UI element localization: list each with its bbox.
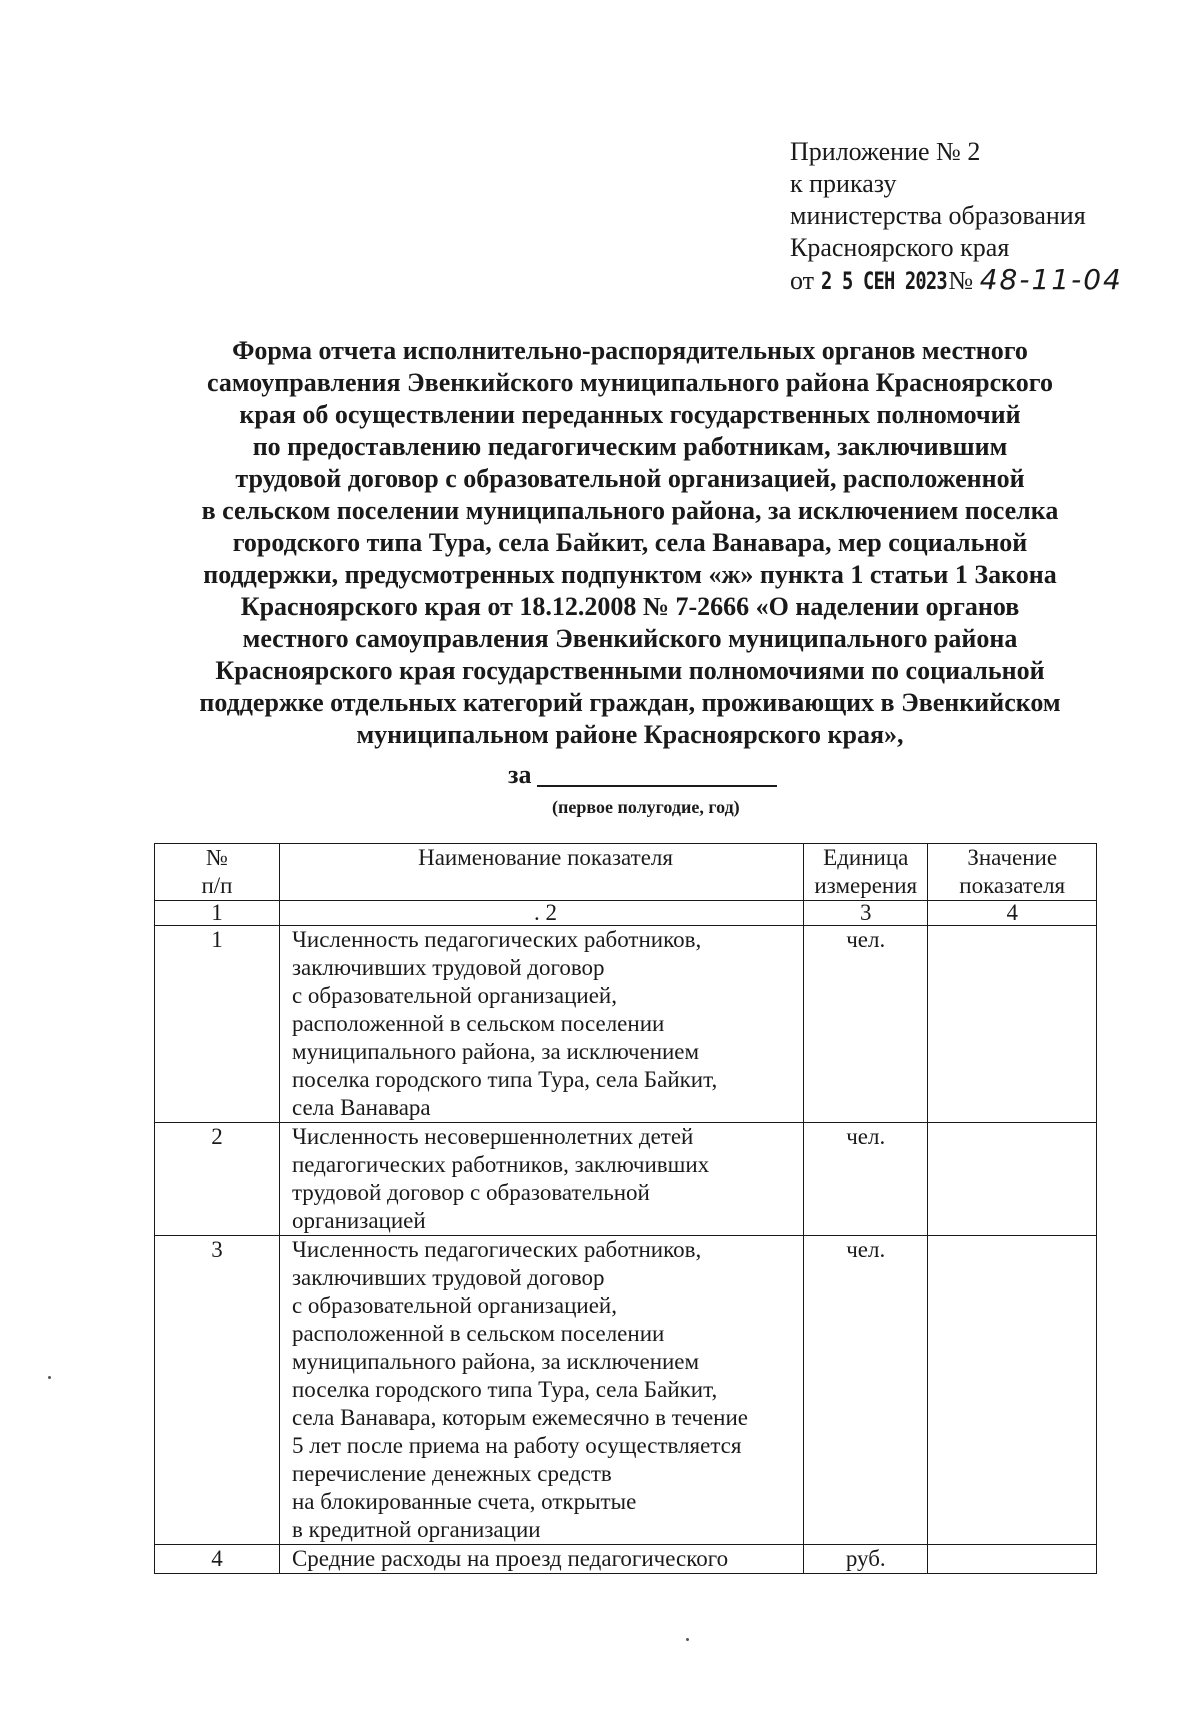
unit-of-measure: чел.: [804, 1123, 928, 1236]
indicator-name-line: Численность несовершеннолетних детей: [291, 1124, 694, 1149]
date-stamp: 2 5 СЕН 2023: [820, 267, 947, 295]
indicator-name-line: организацией: [291, 1208, 426, 1233]
header-number: [155, 844, 280, 901]
indicator-name-line: муниципального района, за исключением: [291, 1039, 700, 1064]
indicator-name-line: поселка городского типа Тура, села Байкит,: [291, 1377, 718, 1402]
indicator-name-line: расположенной в сельском поселении: [291, 1321, 665, 1346]
table-row: [155, 1545, 1097, 1574]
title-line: местного самоуправления Эвенкийского муниципального района: [242, 624, 1018, 653]
header-value: [928, 844, 1097, 901]
indicator-name-line: заключивших трудовой договор: [291, 1265, 605, 1290]
title-line: трудовой договор с образовательной организацией, расположенной: [235, 464, 1025, 493]
title-line: Красноярского края от 18.12.2008 № 7-2666 «О наделении органов: [240, 592, 1020, 621]
indicator-name-line: Численность педагогических работников,: [291, 927, 702, 952]
indicator-name-line: педагогических работников, заключивших: [291, 1152, 710, 1177]
indicator-name-line: муниципального района, за исключением: [291, 1349, 700, 1374]
indicator-name-line: в кредитной организации: [291, 1517, 541, 1542]
indicator-name: [279, 1123, 803, 1236]
title-line: Форма отчета исполнительно-распорядительных органов местного: [232, 336, 1028, 365]
scan-speck: [686, 1638, 689, 1641]
unit-of-measure: чел.: [804, 1236, 928, 1545]
handwritten-number: 48-11-04: [979, 263, 1123, 296]
indicator-name-line: Средние расходы на проезд педагогического: [291, 1546, 729, 1571]
title-line: в сельском поселении муниципального района, за исключением поселка: [201, 496, 1059, 525]
unit-of-measure: руб.: [804, 1545, 928, 1574]
indicator-name: [279, 1545, 803, 1574]
row-number: 1: [155, 926, 280, 1123]
appendix-ministry: министерства образования: [790, 201, 1086, 230]
indicator-value-cell[interactable]: [928, 1123, 1097, 1236]
row-number: 2: [155, 1123, 280, 1236]
title-line: края об осуществлении переданных государственных полномочий: [239, 400, 1021, 429]
table-row: [155, 1236, 1097, 1545]
title-line: муниципальном районе Красноярского края»,: [356, 720, 904, 749]
row-number: 3: [155, 1236, 280, 1545]
indicator-name-line: перечисление денежных средств: [291, 1461, 612, 1486]
report-period: [508, 760, 777, 790]
period-hint: (первое полугодие, год): [552, 797, 740, 817]
title-line: поддержке отдельных категорий граждан, проживающих в Эвенкийском: [199, 688, 1061, 717]
indicator-name: [279, 926, 803, 1123]
header-number-line1: №: [206, 845, 228, 870]
indicator-name-line: трудовой договор с образовательной: [291, 1180, 650, 1205]
indicator-name: [279, 1236, 803, 1545]
indicator-name-line: с образовательной организацией,: [291, 983, 617, 1008]
indicator-name-line: на блокированные счета, открытые: [291, 1489, 637, 1514]
table-row: [155, 1123, 1097, 1236]
appendix-block: [790, 136, 1170, 297]
number-prefix: №: [948, 266, 974, 295]
indicator-name-line: поселка городского типа Тура, села Байкит,: [291, 1067, 718, 1092]
header-unit-line2: измерения: [814, 873, 918, 898]
appendix-region: Красноярского края: [790, 233, 1010, 262]
column-number-row: [155, 901, 1097, 926]
indicator-name-line: расположенной в сельском поселении: [291, 1011, 665, 1036]
form-title: [150, 335, 1110, 751]
indicator-value-cell[interactable]: [928, 926, 1097, 1123]
indicator-name-line: Численность педагогических работников,: [291, 1237, 702, 1262]
indicator-name-line: села Ванавара, которым ежемесячно в течение: [291, 1405, 749, 1430]
period-blank-field[interactable]: [537, 761, 777, 787]
appendix-date-number: [790, 264, 1170, 297]
date-prefix: от: [790, 266, 815, 295]
column-number-1: 1: [155, 901, 280, 926]
column-number-3: 3: [804, 901, 928, 926]
title-line: самоуправления Эвенкийского муниципального района Красноярского: [207, 368, 1053, 397]
title-line: поддержки, предусмотренных подпунктом «ж» пункта 1 статьи 1 Закона: [203, 560, 1057, 589]
title-line: городского типа Тура, села Байкит, села Ванавара, мер социальной: [232, 528, 1028, 557]
title-line: Красноярского края государственными полномочиями по социальной: [215, 656, 1045, 685]
indicator-name-line: заключивших трудовой договор: [291, 955, 605, 980]
indicator-value-cell[interactable]: [928, 1236, 1097, 1545]
indicator-name-line: 5 лет после приема на работу осуществляется: [291, 1433, 742, 1458]
appendix-title: Приложение № 2: [790, 137, 981, 166]
row-number: 4: [155, 1545, 280, 1574]
table-header-row: [155, 844, 1097, 901]
title-line: по предоставлению педагогическим работникам, заключившим: [252, 432, 1008, 461]
header-name: Наименование показателя: [279, 844, 803, 901]
table-row: [155, 926, 1097, 1123]
appendix-order-ref: к приказу: [790, 169, 897, 198]
scan-speck: [48, 1376, 51, 1379]
indicator-name-line: села Ванавара: [291, 1095, 431, 1120]
header-value-line1: Значение: [967, 845, 1058, 870]
header-value-line2: показателя: [959, 873, 1066, 898]
period-label: за: [508, 760, 532, 789]
indicator-name-line: с образовательной организацией,: [291, 1293, 617, 1318]
unit-of-measure: чел.: [804, 926, 928, 1123]
header-unit: [804, 844, 928, 901]
indicator-value-cell[interactable]: [928, 1545, 1097, 1574]
header-number-line2: п/п: [201, 873, 233, 898]
header-unit-line1: Единица: [823, 845, 909, 870]
column-number-2: . 2: [279, 901, 803, 926]
column-number-4: 4: [928, 901, 1097, 926]
report-table: [154, 843, 1097, 1574]
